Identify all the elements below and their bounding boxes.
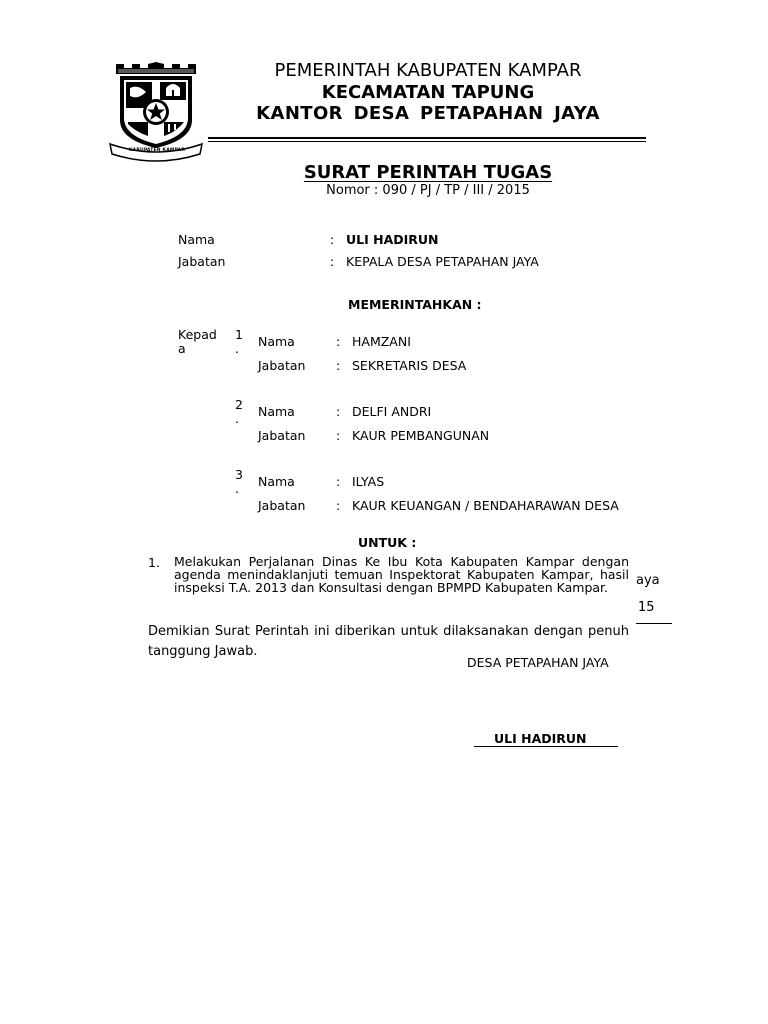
memerintahkan-heading: MEMERINTAHKAN : xyxy=(348,297,482,312)
assignee-3-number: 3 xyxy=(235,467,243,482)
kepada-label-part1: Kepad xyxy=(178,327,217,342)
assignee-2-position-colon: : xyxy=(336,428,341,443)
issuer-position-colon: : xyxy=(330,254,335,269)
issuer-position-label: Jabatan xyxy=(178,254,226,269)
untuk-heading: UNTUK : xyxy=(358,535,417,550)
document-title xyxy=(160,162,696,183)
letterhead-rule-thin xyxy=(208,141,646,142)
assignee-3-position-label: Jabatan xyxy=(258,498,306,513)
assignee-1-name-label: Nama xyxy=(258,334,295,349)
assignee-3-position-value: KAUR KEUANGAN / BENDAHARAWAN DESA xyxy=(352,498,619,513)
assignee-2-name-colon: : xyxy=(336,404,341,419)
signature-place: DESA PETAPAHAN JAYA xyxy=(467,655,609,670)
assignee-1-name-colon: : xyxy=(336,334,341,349)
cutoff-fragment-aya: aya xyxy=(636,573,660,588)
kepada-label-part2: a xyxy=(178,341,186,356)
assignee-1-name-value: HAMZANI xyxy=(352,334,411,349)
task-1-number: 1. xyxy=(148,555,160,570)
assignee-2-number: 2 xyxy=(235,397,243,412)
assignee-1-number-dot: . xyxy=(235,341,239,356)
logo-ribbon-text: KABUPATEN KAMPAR xyxy=(128,148,186,153)
task-1-text: Melakukan Perjalanan Dinas Ke Ibu Kota Kabupaten Kampar dengan agenda menindaklanjuti temuan Inspektorat Kabupaten Kampar, hasil inspeksi T.A. 2013 dan Konsultasi dengan BPMPD Kabupaten Kampar. xyxy=(174,554,629,595)
assignee-2-name-label: Nama xyxy=(258,404,295,419)
issuer-name-label: Nama xyxy=(178,232,215,247)
assignee-3-name-colon: : xyxy=(336,474,341,489)
letterhead-line-2: KECAMATAN TAPUNG xyxy=(321,82,535,103)
issuer-name-colon: : xyxy=(330,232,335,247)
assignee-2-name-value: DELFI ANDRI xyxy=(352,404,432,419)
assignee-1-number: 1 xyxy=(235,327,243,342)
assignee-2-position-value: KAUR PEMBANGUNAN xyxy=(352,428,490,443)
issuer-position-value: KEPALA DESA PETAPAHAN JAYA xyxy=(346,254,539,269)
assignee-2-number-dot: . xyxy=(235,411,239,426)
letterhead-rule-thick xyxy=(208,137,646,139)
assignee-3-name-label: Nama xyxy=(258,474,295,489)
issuer-name-value: ULI HADIRUN xyxy=(346,232,439,247)
closing-paragraph: Demikian Surat Perintah ini diberikan untuk dilaksanakan dengan penuh tanggung Jawab. xyxy=(148,624,629,659)
assignee-1-position-value: SEKRETARIS DESA xyxy=(352,358,467,373)
cutoff-fragment-15: 15 xyxy=(638,600,655,615)
letterhead-line-1: PEMERINTAH KABUPATEN KAMPAR xyxy=(274,60,582,81)
assignee-3-name-value: ILYAS xyxy=(352,474,385,489)
assignee-2-position-label: Jabatan xyxy=(258,428,306,443)
assignee-1-position-label: Jabatan xyxy=(258,358,306,373)
assignee-1-position-colon: : xyxy=(336,358,341,373)
signature-underline xyxy=(474,746,618,747)
assignee-3-number-dot: . xyxy=(235,481,239,496)
signature-name: ULI HADIRUN xyxy=(494,731,587,746)
document-title-text: SURAT PERINTAH TUGAS xyxy=(303,162,553,183)
letterhead-line-3: KANTOR DESA PETAPAHAN JAYA xyxy=(256,103,600,124)
assignee-3-position-colon: : xyxy=(336,498,341,513)
cutoff-fragment-line xyxy=(636,623,672,624)
document-number: Nomor : 090 / PJ / TP / III / 2015 xyxy=(326,183,530,198)
